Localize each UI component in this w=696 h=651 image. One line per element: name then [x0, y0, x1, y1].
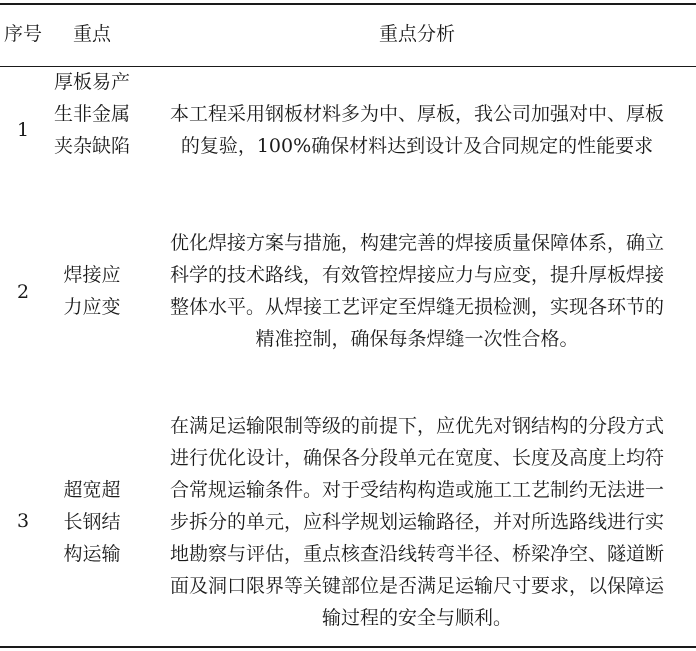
row-3-analysis-line-2: 进行优化设计，确保各分段单元在宽度、长度及高度上均符: [169, 447, 664, 469]
row-2-no: 2: [16, 281, 30, 303]
row-3-analysis-line-7: 输过程的安全与顺利。: [321, 607, 512, 629]
row-3-analysis-line-3: 合常规运输条件。对于受结构构造或施工工艺制约无法进一: [169, 479, 664, 501]
row-3-analysis-line-1: 在满足运输限制等级的前提下，应优先对钢结构的分段方式: [169, 415, 664, 437]
row-3-analysis-line-5: 地勘察与评估，重点核查沿线转弯半径、桥梁净空、隧道断: [169, 543, 664, 565]
row-2-analysis-line-3: 整体水平。从焊接工艺评定至焊缝无损检测，实现各环节的: [169, 296, 664, 318]
row-1-analysis: [138, 98, 696, 162]
row-1-key: [46, 66, 138, 162]
row-3-key-text: 超宽超长钢结构运输: [63, 479, 121, 565]
row-1-analysis-line-1: 本工程采用钢板材料多为中、厚板，我公司加强对中、厚板: [169, 103, 664, 125]
row-2-analysis-line-4: 精准控制，确保每条焊缝一次性合格。: [255, 328, 579, 350]
header-key: 重点: [72, 23, 111, 45]
header-no: 序号: [3, 23, 42, 45]
row-3-key: [46, 474, 138, 570]
row-1-analysis-line-2: 的复验，100%确保材料达到设计及合同规定的性能要求: [180, 135, 654, 157]
row-2-analysis-line-2: 科学的技术路线，有效管控焊接应力与应变，提升厚板焊接: [169, 264, 664, 286]
header-analysis: 重点分析: [378, 23, 455, 45]
row-3-analysis: [138, 410, 696, 634]
row-2-key-text: 焊接应力应变: [63, 264, 121, 318]
row-2-analysis-line-1: 优化焊接方案与措施，构建完善的焊接质量保障体系，确立: [169, 232, 664, 254]
table-bottom-rule: [0, 646, 696, 648]
row-2-key: [46, 259, 138, 323]
row-3-no: 3: [16, 510, 30, 532]
row-3-analysis-line-4: 步拆分的单元，应科学规划运输路径，并对所选路线进行实: [169, 511, 664, 533]
row-1-no: 1: [16, 119, 30, 141]
row-3-analysis-line-6: 面及洞口限界等关键部位是否满足运输尺寸要求，以保障运: [169, 575, 664, 597]
row-2-analysis: [138, 227, 696, 355]
row-1-key-text: 厚板易产生非金属夹杂缺陷: [54, 71, 131, 157]
table-top-rule: [0, 3, 696, 5]
